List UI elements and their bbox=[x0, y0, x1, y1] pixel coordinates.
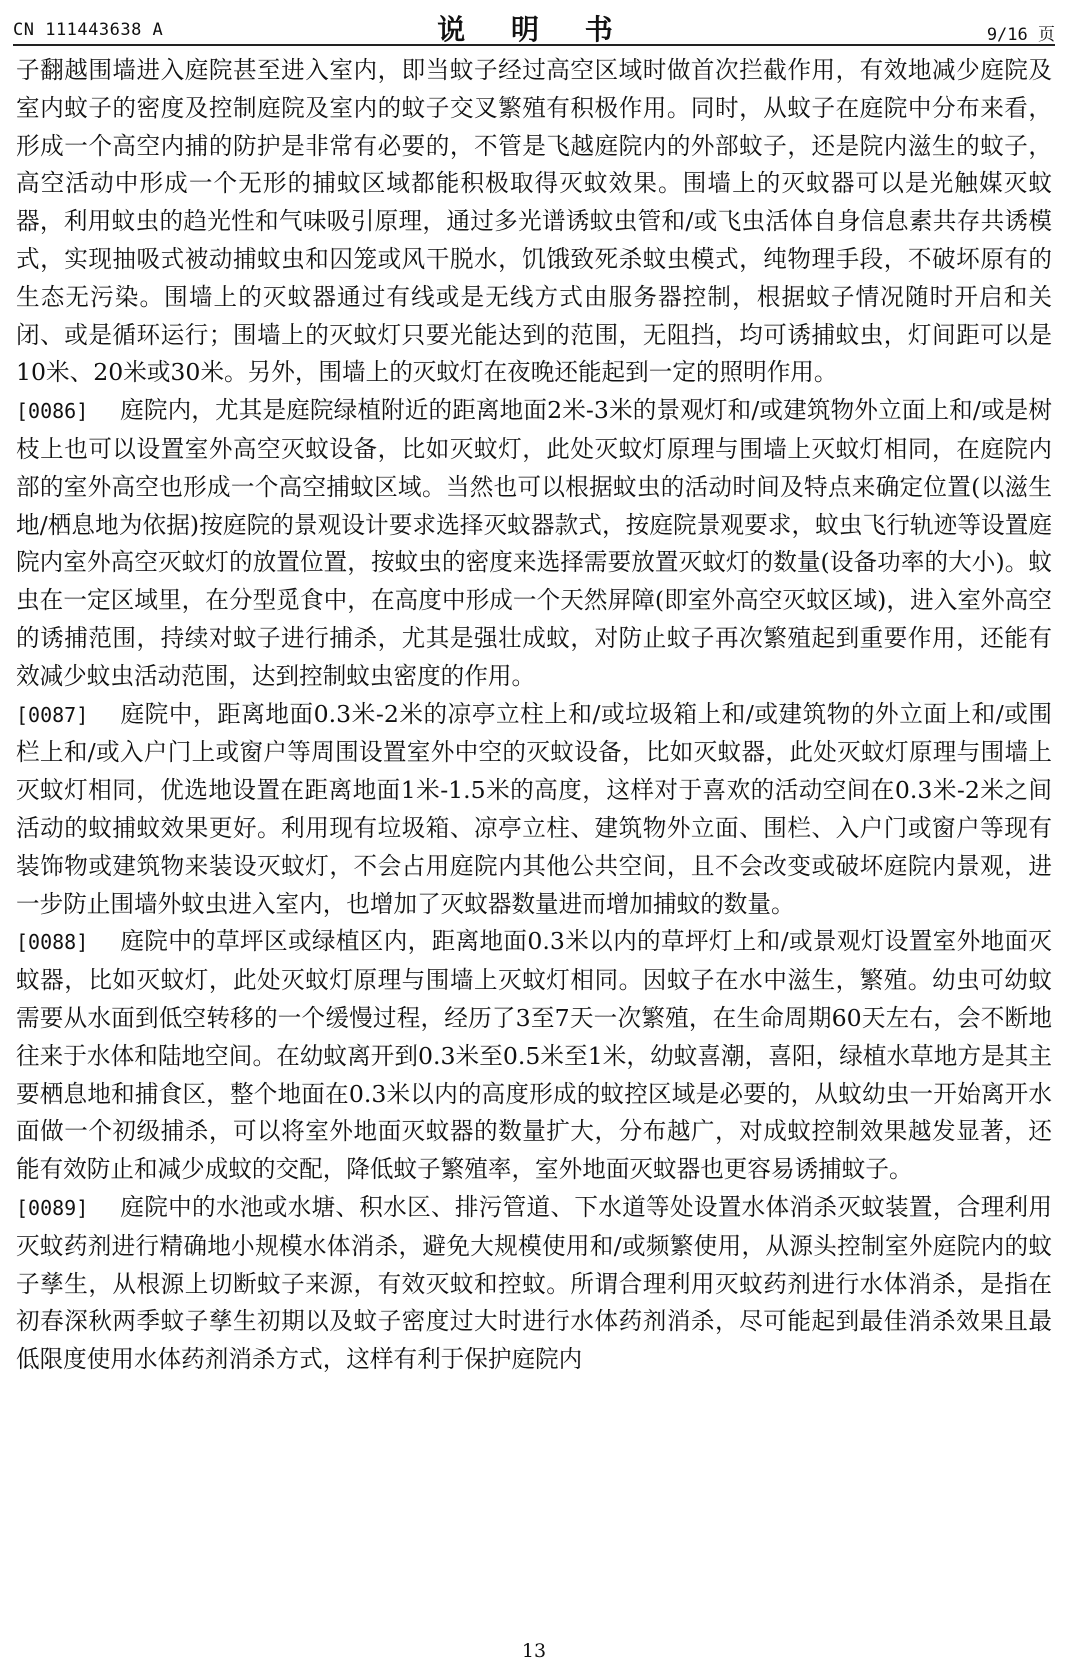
page-footer bbox=[0, 1640, 1068, 1662]
page-count: 9/16 页 bbox=[986, 25, 1055, 45]
paragraph-text: 庭院中，距离地面0.3米-2米的凉亭立柱上和/或垃圾箱上和/或建筑物的外立面上和/或围栏上和/或入户门上或窗户等周围设置室外中空的灭蚊设备，比如灭蚊器，此处灭蚊灯原理与围墙上灭蚊灯相同，优选地设置在距离地面1米-1.5米的高度，这样对于喜欢的活动空间在0.3米-2米之间活动的蚊捕蚊效果更好。利用现有垃圾箱、凉亭立柱、建筑物外立面、围栏、入户门或窗户等现有装饰物或建筑物来装设灭蚊灯，不会占用庭院内其他公共空间，且不会改变或破坏庭院内景观，进一步防止围墙外蚊虫进入室内，也增加了灭蚊器数量进而增加捕蚊的数量。 bbox=[16, 699, 1052, 918]
paragraph-text: 庭院中的草坪区或绿植区内，距离地面0.3米以内的草坪灯上和/或景观灯设置室外地面灭蚊器，比如灭蚊灯，此处灭蚊灯原理与围墙上灭蚊灯相同。因蚊子在水中滋生，繁殖。幼虫可幼蚊需要从水面到低空转移的一个缓慢过程，经历了3至7天一次繁殖，在生命周期60天左右，会不断地往来于水体和陆地空间。在幼蚊离开到0.3米至0.5米至1米，幼蚊喜潮，喜阳，绿植水草地方是其主要栖息地和捕食区，整个地面在0.3米以内的高度形成的蚊控区域是必要的，从蚊幼虫一开始离开水面做一个初级捕杀，可以将室外地面灭蚊器的数量扩大，分布越广，对成蚊控制效果越发显著，还能有效防止和减少成蚊的交配，降低蚊子繁殖率，室外地面灭蚊器也更容易诱捕蚊子。 bbox=[16, 927, 1052, 1184]
paragraph-number: [0089] bbox=[16, 1195, 89, 1220]
paragraph-text: 庭院中的水池或水塘、积水区、排污管道、下水道等处设置水体消杀灭蚊装置，合理利用灭蚊药剂进行精确地小规模水体消杀，避免大规模使用和/或频繁使用，从源头控制室外庭院内的蚊子孳生，从根源上切断蚊子来源，有效灭蚊和控蚊。所谓合理利用灭蚊药剂进行水体消杀，是指在初春深秋两季蚊子孳生初期以及蚊子密度过大时进行水体药剂消杀，尽可能起到最佳消杀效果且最低限度使用水体药剂消杀方式，这样有利于保护庭院内 bbox=[16, 1192, 1052, 1374]
page-number: 13 bbox=[521, 1640, 547, 1662]
paragraph-text: 庭院内，尤其是庭院绿植附近的距离地面2米-3米的景观灯和/或建筑物外立面上和/或是树枝上也可以设置室外高空灭蚊设备，比如灭蚊灯，此处灭蚊灯原理与围墙上灭蚊灯相同，在庭院内部的室外高空也形成一个高空捕蚊区域。当然也可以根据蚊虫的活动时间及特点来确定位置(以滋生地/栖息地为依据)按庭院的景观设计要求选择灭蚊器款式，按庭院景观要求，蚊虫飞行轨迹等设置庭院内室外高空灭蚊灯的放置位置，按蚊虫的密度来选择需要放置灭蚊灯的数量(设备功率的大小)。蚊虫在一定区域里，在分型觅食中，在高度中形成一个天然屏障(即室外高空灭蚊区域)，进入室外高空的诱捕范围，持续对蚊子进行捕杀，尤其是强壮成蚊，对防止蚊子再次繁殖起到重要作用，还能有效减少蚊虫活动范围，达到控制蚊虫密度的作用。 bbox=[16, 396, 1052, 690]
paragraph-text: 子翻越围墙进入庭院甚至进入室内，即当蚊子经过高空区域时做首次拦截作用，有效地减少庭院及室内蚊子的密度及控制庭院及室内的蚊子交叉繁殖有积极作用。同时，从蚊子在庭院中分布来看，形成一个高空内捕的防护是非常有必要的，不管是飞越庭院内的外部蚊子，还是院内滋生的蚊子，高空活动中形成一个无形的捕蚊区域都能积极取得灭蚊效果。围墙上的灭蚊器可以是光触媒灭蚊器，利用蚊虫的趋光性和气味吸引原理，通过多光谱诱蚊虫管和/或飞虫活体自身信息素共存共诱模式，实现抽吸式被动捕蚊虫和囚笼或风干脱水，饥饿致死杀蚊虫模式，纯物理手段，不破坏原有的生态无污染。围墙上的灭蚊器通过有线或是无线方式由服务器控制，根据蚊子情况随时开启和关闭、或是循环运行；围墙上的灭蚊灯只要光能达到的范围，无阻挡，均可诱捕蚊虫，灯间距可以是10米、20米或30米。另外，围墙上的灭蚊灯在夜晚还能起到一定的照明作用。 bbox=[16, 56, 1052, 387]
paragraph-0086 bbox=[16, 392, 1052, 695]
paragraph-number: [0086] bbox=[16, 399, 89, 424]
document-body bbox=[16, 52, 1052, 1379]
paragraph-number: [0088] bbox=[16, 930, 89, 955]
paragraph-0089 bbox=[16, 1189, 1052, 1379]
publication-number: CN 111443638 A bbox=[13, 20, 164, 40]
page-header bbox=[13, 8, 1055, 46]
paragraph-continued bbox=[16, 52, 1052, 392]
paragraph-0088 bbox=[16, 923, 1052, 1189]
document-title: 说 明 书 bbox=[437, 13, 631, 46]
paragraph-0087 bbox=[16, 696, 1052, 924]
paragraph-number: [0087] bbox=[16, 702, 89, 727]
